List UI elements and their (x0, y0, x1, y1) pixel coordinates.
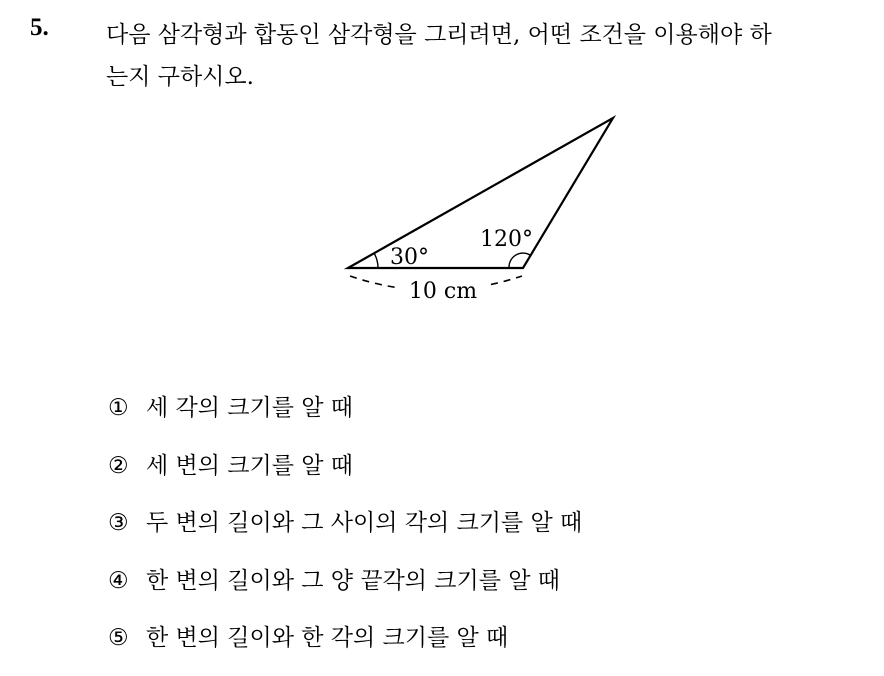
choice-marker: ③ (108, 510, 129, 536)
side-length-label: 10 cm (408, 279, 478, 304)
answer-choices (108, 388, 582, 676)
question-stem-line: 다음 삼각형과 합동인 삼각형을 그리려면, 어떤 조건을 이용해야 하 (106, 22, 772, 48)
choice-marker: ⑤ (108, 625, 129, 651)
choice-4[interactable] (108, 561, 582, 619)
choice-text: 세 변의 크기를 알 때 (146, 452, 353, 479)
triangle-figure (330, 100, 640, 310)
choice-2[interactable] (108, 446, 582, 504)
angle-label-30: 30° (390, 245, 429, 270)
angle-arc-30 (374, 253, 378, 268)
question-stem-line: 는지 구하시오. (106, 64, 254, 90)
choice-text: 두 변의 길이와 그 사이의 각의 크기를 알 때 (146, 510, 583, 536)
question-stem (106, 14, 876, 98)
angle-label-120: 120° (480, 227, 533, 252)
choice-marker: ④ (108, 567, 129, 594)
question-number: 5. (30, 14, 49, 41)
choice-text: 한 변의 길이와 한 각의 크기를 알 때 (146, 625, 509, 651)
choice-5[interactable] (108, 618, 582, 676)
choice-1[interactable] (108, 388, 582, 446)
choice-marker: ① (108, 395, 129, 421)
choice-3[interactable] (108, 503, 582, 561)
choice-text: 한 변의 길이와 그 양 끝각의 크기를 알 때 (146, 567, 560, 594)
choice-text: 세 각의 크기를 알 때 (146, 395, 353, 421)
choice-marker: ② (108, 452, 129, 479)
